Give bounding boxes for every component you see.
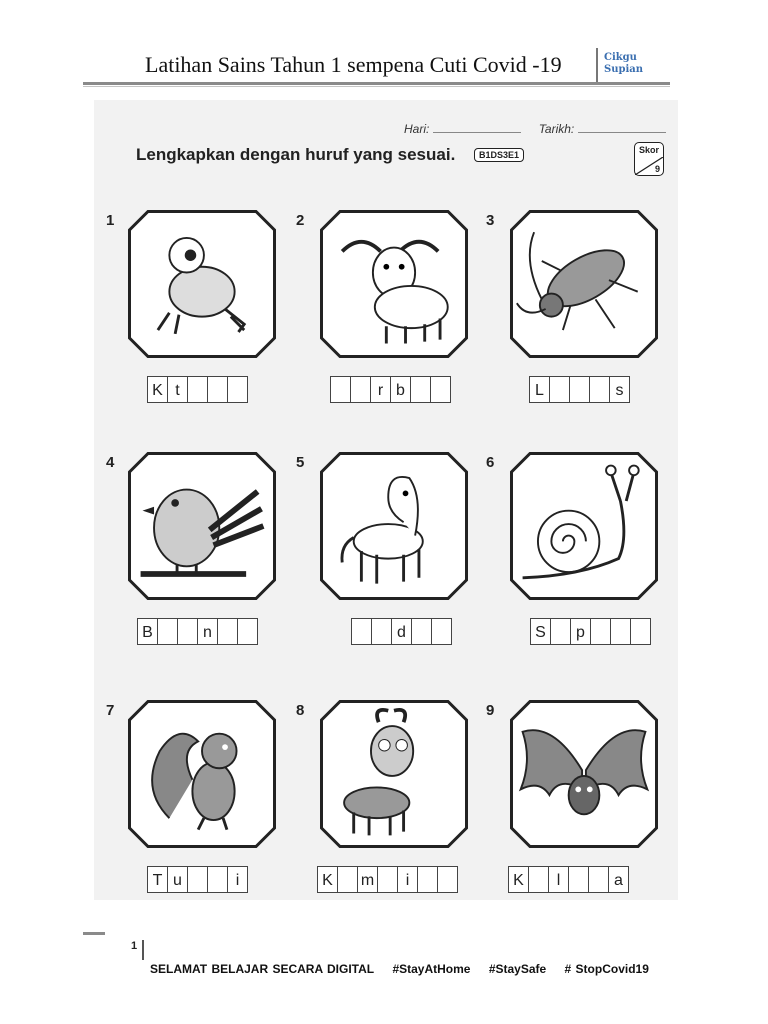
letter-box[interactable]: T: [147, 866, 168, 893]
item-number: 5: [296, 454, 305, 471]
letter-boxes: [352, 618, 452, 645]
letter-boxes: [318, 866, 458, 893]
tarikh-label: Tarikh:: [538, 122, 575, 136]
picture-frame: [320, 700, 468, 848]
letter-box[interactable]: [630, 618, 651, 645]
letter-box[interactable]: i: [397, 866, 418, 893]
letter-box[interactable]: [589, 376, 610, 403]
letter-box[interactable]: [351, 618, 372, 645]
letter-box[interactable]: [417, 866, 438, 893]
letter-box[interactable]: a: [608, 866, 629, 893]
header-divider: [596, 48, 598, 82]
letter-box[interactable]: [187, 376, 208, 403]
picture-frame: [128, 210, 276, 358]
score-total: 9: [654, 164, 660, 174]
letter-box[interactable]: [337, 866, 358, 893]
picture-frame: [510, 452, 658, 600]
author-line-1: Cikgu: [604, 52, 637, 63]
letter-boxes: [530, 376, 630, 403]
footer-message: SELAMAT BELAJAR SECARA DIGITAL: [150, 962, 375, 976]
letter-box[interactable]: [568, 866, 589, 893]
picture-frame: [128, 452, 276, 600]
letter-box[interactable]: [569, 376, 590, 403]
instruction-text: Lengkapkan dengan huruf yang sesuai.: [136, 145, 456, 164]
footer-dash: [83, 932, 105, 935]
letter-box[interactable]: l: [548, 866, 569, 893]
page-number-divider: [142, 940, 144, 960]
letter-boxes: [531, 618, 651, 645]
date-row: [404, 122, 680, 136]
header-rule: [83, 82, 670, 85]
page-title: Latihan Sains Tahun 1 sempena Cuti Covid -19: [145, 52, 562, 77]
letter-box[interactable]: K: [508, 866, 529, 893]
author-line-2: Supian: [604, 64, 644, 75]
page-number: 1: [131, 940, 138, 952]
footer-tag-stopcovid: # StopCovid19: [564, 962, 649, 976]
item-number: 8: [296, 702, 305, 719]
letter-box[interactable]: [411, 618, 432, 645]
picture-frame: [510, 210, 658, 358]
letter-boxes: [148, 866, 248, 893]
tarikh-blank: [578, 122, 666, 133]
letter-boxes: [138, 618, 258, 645]
item-number: 6: [486, 454, 495, 471]
letter-boxes: [148, 376, 248, 403]
goat-icon: [323, 703, 465, 845]
letter-box[interactable]: [431, 618, 452, 645]
letter-box[interactable]: [410, 376, 431, 403]
item-number: 1: [106, 212, 115, 229]
picture-frame: [510, 700, 658, 848]
letter-box[interactable]: [217, 618, 238, 645]
letter-box[interactable]: u: [167, 866, 188, 893]
letter-box[interactable]: [207, 866, 228, 893]
letter-boxes: [331, 376, 451, 403]
letter-box[interactable]: S: [530, 618, 551, 645]
footer-tag-staysafe: #StaySafe: [488, 962, 547, 976]
letter-box[interactable]: [371, 618, 392, 645]
letter-box[interactable]: [350, 376, 371, 403]
letter-box[interactable]: [157, 618, 178, 645]
letter-box[interactable]: K: [147, 376, 168, 403]
buffalo-icon: [323, 213, 465, 355]
letter-box[interactable]: b: [390, 376, 411, 403]
letter-box[interactable]: [207, 376, 228, 403]
item-number: 3: [486, 212, 495, 229]
letter-box[interactable]: [437, 866, 458, 893]
hari-blank: [433, 122, 521, 133]
letter-box[interactable]: [430, 376, 451, 403]
letter-box[interactable]: n: [197, 618, 218, 645]
letter-box[interactable]: m: [357, 866, 378, 893]
score-box: [634, 142, 664, 176]
item-number: 7: [106, 702, 115, 719]
letter-box[interactable]: [237, 618, 258, 645]
letter-box[interactable]: [227, 376, 248, 403]
footer-text: [150, 962, 663, 976]
letter-box[interactable]: [549, 376, 570, 403]
letter-box[interactable]: s: [609, 376, 630, 403]
letter-box[interactable]: [330, 376, 351, 403]
author-label: [604, 52, 664, 76]
letter-box[interactable]: [187, 866, 208, 893]
letter-box[interactable]: t: [167, 376, 188, 403]
letter-box[interactable]: i: [227, 866, 248, 893]
bird-icon: [131, 455, 273, 597]
letter-box[interactable]: [377, 866, 398, 893]
letter-box[interactable]: p: [570, 618, 591, 645]
letter-box[interactable]: B: [137, 618, 158, 645]
header-rule-thin: [83, 86, 670, 87]
letter-box[interactable]: L: [529, 376, 550, 403]
picture-frame: [320, 210, 468, 358]
hari-label: Hari:: [404, 122, 430, 136]
letter-box[interactable]: r: [370, 376, 391, 403]
letter-box[interactable]: [528, 866, 549, 893]
snail-icon: [513, 455, 655, 597]
item-number: 4: [106, 454, 115, 471]
squirrel-icon: [131, 703, 273, 845]
worksheet-code-badge: B1DS3E1: [474, 148, 524, 162]
letter-box[interactable]: [590, 618, 611, 645]
item-number: 9: [486, 702, 495, 719]
item-number: 2: [296, 212, 305, 229]
letter-box[interactable]: d: [391, 618, 412, 645]
horse-icon: [323, 455, 465, 597]
cockroach-icon: [513, 213, 655, 355]
frog-icon: [131, 213, 273, 355]
bat-icon: [513, 703, 655, 845]
picture-frame: [320, 452, 468, 600]
letter-box[interactable]: [550, 618, 571, 645]
letter-boxes: [509, 866, 629, 893]
letter-box[interactable]: [177, 618, 198, 645]
letter-box[interactable]: [588, 866, 609, 893]
letter-box[interactable]: [610, 618, 631, 645]
letter-box[interactable]: K: [317, 866, 338, 893]
footer-tag-stayathome: #StayAtHome: [392, 962, 471, 976]
picture-frame: [128, 700, 276, 848]
score-label: Skor: [638, 145, 659, 155]
